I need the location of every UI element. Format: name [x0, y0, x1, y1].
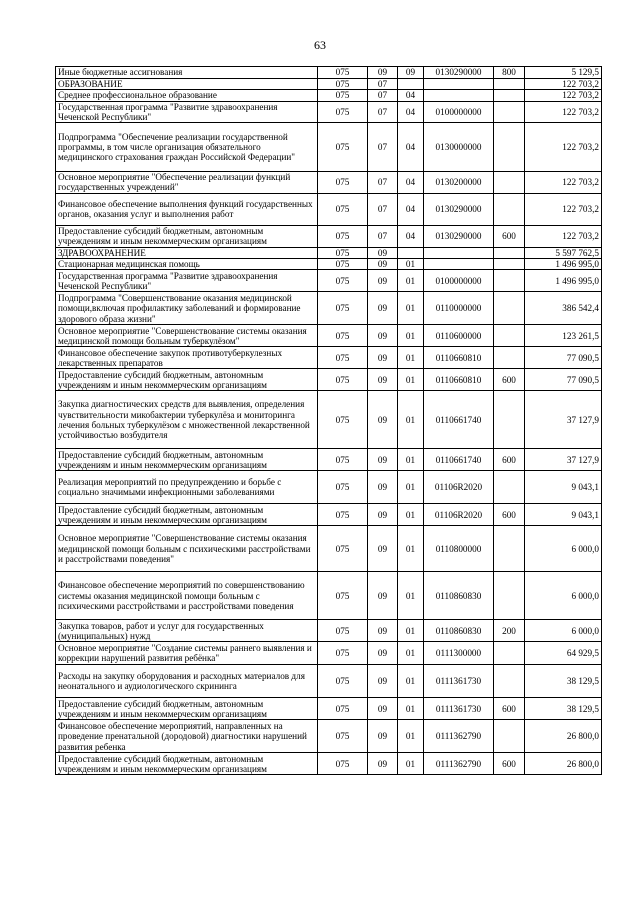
row-name-cell: Предоставление субсидий бюджетным, автономным учреждениям и иным некоммерческим организациям: [56, 225, 318, 247]
row-rz-cell: 09: [368, 698, 398, 720]
row-vr-cell: 600: [494, 504, 525, 526]
row-name-cell: Предоставление субсидий бюджетным, автономным учреждениям и иным некоммерческим организациям: [56, 449, 318, 471]
row-pr-cell: 01: [398, 620, 424, 642]
row-pr-cell: 04: [398, 225, 424, 247]
row-rz-cell: 09: [368, 620, 398, 642]
row-rz-cell: 09: [368, 471, 398, 504]
budget-table-body: [56, 67, 602, 775]
row-vr-cell: [494, 90, 525, 101]
row-csr-cell: 0130290000: [424, 193, 494, 225]
row-pr-cell: 01: [398, 642, 424, 665]
row-vr-cell: [494, 325, 525, 347]
row-csr-cell: 0100000000: [424, 270, 494, 292]
row-rz-cell: 09: [368, 259, 398, 270]
row-name-cell: Финансовое обеспечение выполнения функций государственных органов, оказания услуг и выполнения работ: [56, 193, 318, 225]
row-vr-cell: [494, 259, 525, 270]
row-rz-cell: 09: [368, 720, 398, 753]
row-rz-cell: 09: [368, 449, 398, 471]
row-rz-cell: 09: [368, 665, 398, 698]
row-sum-cell: 9 043,1: [525, 471, 602, 504]
row-pr-cell: 01: [398, 526, 424, 572]
row-pr-cell: 01: [398, 698, 424, 720]
row-name-cell: Основное мероприятие "Совершенствование системы оказания медицинской помощи больным с психическими расстройствами и расстройствами поведения": [56, 526, 318, 572]
row-gr-cell: 075: [318, 247, 368, 258]
row-name-cell: Финансовое обеспечение мероприятий по совершенствованию системы оказания медицинской помощи больным с психическими расстройствами и расстройствами поведения: [56, 572, 318, 620]
row-sum-cell: 122 703,2: [525, 123, 602, 172]
row-sum-cell: 122 703,2: [525, 79, 602, 90]
row-csr-cell: 01106R2020: [424, 471, 494, 504]
row-csr-cell: 0130000000: [424, 123, 494, 172]
row-rz-cell: 09: [368, 572, 398, 620]
row-vr-cell: [494, 720, 525, 753]
table-row: [56, 347, 602, 369]
row-vr-cell: [494, 347, 525, 369]
row-gr-cell: 075: [318, 698, 368, 720]
row-vr-cell: [494, 101, 525, 123]
row-sum-cell: 5 597 762,5: [525, 247, 602, 258]
row-rz-cell: 07: [368, 123, 398, 172]
row-sum-cell: 26 800,0: [525, 753, 602, 775]
table-row: [56, 471, 602, 504]
row-rz-cell: 09: [368, 642, 398, 665]
row-gr-cell: 075: [318, 526, 368, 572]
row-sum-cell: 9 043,1: [525, 504, 602, 526]
row-name-cell: Подпрограмма "Обеспечение реализации государственной программы, в том числе организация обязательного медицинского страхования граждан Российской Федерации": [56, 123, 318, 172]
row-rz-cell: 09: [368, 504, 398, 526]
row-pr-cell: 01: [398, 720, 424, 753]
row-rz-cell: 09: [368, 247, 398, 258]
table-row: [56, 720, 602, 753]
row-pr-cell: 01: [398, 449, 424, 471]
row-name-cell: Закупка товаров, работ и услуг для государственных (муниципальных) нужд: [56, 620, 318, 642]
row-sum-cell: 38 129,5: [525, 665, 602, 698]
row-sum-cell: 123 261,5: [525, 325, 602, 347]
table-row: [56, 642, 602, 665]
row-sum-cell: 122 703,2: [525, 90, 602, 101]
row-rz-cell: 09: [368, 391, 398, 449]
table-row: [56, 369, 602, 391]
row-pr-cell: 01: [398, 504, 424, 526]
table-row: [56, 292, 602, 325]
row-csr-cell: 01106R2020: [424, 504, 494, 526]
row-sum-cell: 26 800,0: [525, 720, 602, 753]
row-csr-cell: [424, 79, 494, 90]
table-row: [56, 259, 602, 270]
row-name-cell: Предоставление субсидий бюджетным, автономным учреждениям и иным некоммерческим организациям: [56, 504, 318, 526]
row-gr-cell: 075: [318, 753, 368, 775]
row-rz-cell: 09: [368, 292, 398, 325]
table-row: [56, 698, 602, 720]
row-vr-cell: [494, 526, 525, 572]
row-rz-cell: 07: [368, 225, 398, 247]
table-row: [56, 572, 602, 620]
table-row: [56, 449, 602, 471]
row-csr-cell: 0110661740: [424, 449, 494, 471]
page-number: 63: [314, 38, 326, 52]
row-gr-cell: 075: [318, 720, 368, 753]
row-vr-cell: 600: [494, 753, 525, 775]
row-pr-cell: [398, 247, 424, 258]
row-sum-cell: 6 000,0: [525, 526, 602, 572]
table-row: [56, 665, 602, 698]
row-csr-cell: 0130200000: [424, 172, 494, 194]
row-gr-cell: 075: [318, 225, 368, 247]
table-row: [56, 753, 602, 775]
row-name-cell: Предоставление субсидий бюджетным, автономным учреждениям и иным некоммерческим организациям: [56, 369, 318, 391]
row-name-cell: Основное мероприятие "Создание системы раннего выявления и коррекции нарушений развития ребёнка": [56, 642, 318, 665]
row-gr-cell: 075: [318, 292, 368, 325]
row-sum-cell: 38 129,5: [525, 698, 602, 720]
row-name-cell: ЗДРАВООХРАНЕНИЕ: [56, 247, 318, 258]
row-vr-cell: 600: [494, 698, 525, 720]
row-rz-cell: 09: [368, 347, 398, 369]
row-csr-cell: 0110660810: [424, 369, 494, 391]
row-gr-cell: 075: [318, 504, 368, 526]
table-row: [56, 325, 602, 347]
row-name-cell: Финансовое обеспечение мероприятий, направленных на проведение пренатальной (дородовой) диагностики нарушений развития ребенка: [56, 720, 318, 753]
row-csr-cell: 0110860830: [424, 620, 494, 642]
table-row: [56, 526, 602, 572]
row-rz-cell: 07: [368, 172, 398, 194]
row-rz-cell: 07: [368, 193, 398, 225]
budget-table: [55, 66, 602, 775]
row-csr-cell: 0110660810: [424, 347, 494, 369]
row-csr-cell: 0111361730: [424, 665, 494, 698]
row-csr-cell: 0110600000: [424, 325, 494, 347]
row-csr-cell: [424, 247, 494, 258]
row-sum-cell: 122 703,2: [525, 101, 602, 123]
row-pr-cell: [398, 79, 424, 90]
row-pr-cell: 01: [398, 347, 424, 369]
row-gr-cell: 075: [318, 572, 368, 620]
row-vr-cell: [494, 642, 525, 665]
row-sum-cell: 6 000,0: [525, 572, 602, 620]
row-gr-cell: 075: [318, 325, 368, 347]
table-row: [56, 79, 602, 90]
row-csr-cell: 0110800000: [424, 526, 494, 572]
row-gr-cell: 075: [318, 471, 368, 504]
row-gr-cell: 075: [318, 369, 368, 391]
row-sum-cell: 37 127,9: [525, 391, 602, 449]
table-row: [56, 193, 602, 225]
row-vr-cell: [494, 572, 525, 620]
row-sum-cell: 5 129,5: [525, 67, 602, 79]
row-name-cell: Подпрограмма "Совершенствование оказания медицинской помощи,включая профилактику заболеваний и формирование здорового образа жизни": [56, 292, 318, 325]
row-csr-cell: [424, 259, 494, 270]
row-csr-cell: 0111361730: [424, 698, 494, 720]
row-pr-cell: 01: [398, 665, 424, 698]
row-name-cell: Стационарная медицинская помощь: [56, 259, 318, 270]
row-csr-cell: 0110860830: [424, 572, 494, 620]
row-pr-cell: 01: [398, 259, 424, 270]
row-pr-cell: 01: [398, 471, 424, 504]
row-vr-cell: 600: [494, 225, 525, 247]
row-sum-cell: 77 090,5: [525, 369, 602, 391]
row-sum-cell: 1 496 995,0: [525, 259, 602, 270]
row-gr-cell: 075: [318, 449, 368, 471]
row-gr-cell: 075: [318, 259, 368, 270]
row-csr-cell: [424, 90, 494, 101]
row-name-cell: Закупка диагностических средств для выявления, определения чувствительности микобактерии туберкулёза и мониторинга лечения больных туберкулёзом с множественной лекарственной устойчивостью возбудителя: [56, 391, 318, 449]
row-name-cell: Реализация мероприятий по предупреждению и борьбе с социально значимыми инфекционными заболеваниями: [56, 471, 318, 504]
row-csr-cell: 0111362790: [424, 720, 494, 753]
row-name-cell: Основное мероприятие "Совершенствование системы оказания медицинской помощи больным туберкулёзом": [56, 325, 318, 347]
table-row: [56, 620, 602, 642]
row-name-cell: Государственная программа "Развитие здравоохранения Чеченской Республики": [56, 270, 318, 292]
row-gr-cell: 075: [318, 270, 368, 292]
row-rz-cell: 07: [368, 79, 398, 90]
row-sum-cell: 6 000,0: [525, 620, 602, 642]
row-csr-cell: 0111300000: [424, 642, 494, 665]
row-pr-cell: 04: [398, 193, 424, 225]
row-gr-cell: 075: [318, 347, 368, 369]
table-row: [56, 225, 602, 247]
row-name-cell: Иные бюджетные ассигнования: [56, 67, 318, 79]
row-vr-cell: [494, 247, 525, 258]
row-vr-cell: 600: [494, 369, 525, 391]
row-rz-cell: 09: [368, 325, 398, 347]
row-vr-cell: 600: [494, 449, 525, 471]
row-rz-cell: 09: [368, 526, 398, 572]
row-name-cell: Предоставление субсидий бюджетным, автономным учреждениям и иным некоммерческим организациям: [56, 698, 318, 720]
row-sum-cell: 386 542,4: [525, 292, 602, 325]
row-pr-cell: 04: [398, 101, 424, 123]
row-pr-cell: 01: [398, 325, 424, 347]
table-row: [56, 504, 602, 526]
row-rz-cell: 09: [368, 67, 398, 79]
row-pr-cell: 01: [398, 292, 424, 325]
row-sum-cell: 122 703,2: [525, 225, 602, 247]
row-gr-cell: 075: [318, 101, 368, 123]
row-sum-cell: 1 496 995,0: [525, 270, 602, 292]
row-csr-cell: 0111362790: [424, 753, 494, 775]
row-csr-cell: 0130290000: [424, 225, 494, 247]
row-gr-cell: 075: [318, 391, 368, 449]
row-gr-cell: 075: [318, 665, 368, 698]
row-rz-cell: 07: [368, 90, 398, 101]
row-vr-cell: [494, 79, 525, 90]
row-name-cell: Финансовое обеспечение закупок противотуберкулезных лекарственных препаратов: [56, 347, 318, 369]
row-pr-cell: 04: [398, 172, 424, 194]
row-rz-cell: 09: [368, 270, 398, 292]
row-pr-cell: 09: [398, 67, 424, 79]
row-vr-cell: [494, 123, 525, 172]
row-sum-cell: 122 703,2: [525, 193, 602, 225]
table-row: [56, 123, 602, 172]
row-pr-cell: 01: [398, 369, 424, 391]
table-row: [56, 101, 602, 123]
row-sum-cell: 64 929,5: [525, 642, 602, 665]
row-pr-cell: 01: [398, 572, 424, 620]
row-gr-cell: 075: [318, 642, 368, 665]
table-row: [56, 391, 602, 449]
row-sum-cell: 37 127,9: [525, 449, 602, 471]
row-name-cell: Расходы на закупку оборудования и расходных материалов для неонатального и аудиологического скрининга: [56, 665, 318, 698]
row-rz-cell: 09: [368, 753, 398, 775]
table-row: [56, 172, 602, 194]
row-sum-cell: 77 090,5: [525, 347, 602, 369]
row-csr-cell: 0110661740: [424, 391, 494, 449]
row-vr-cell: [494, 172, 525, 194]
row-name-cell: Среднее профессиональное образование: [56, 90, 318, 101]
row-sum-cell: 122 703,2: [525, 172, 602, 194]
row-gr-cell: 075: [318, 67, 368, 79]
row-pr-cell: 01: [398, 270, 424, 292]
table-row: [56, 67, 602, 79]
row-csr-cell: 0110000000: [424, 292, 494, 325]
row-vr-cell: [494, 391, 525, 449]
row-name-cell: Основное мероприятие "Обеспечение реализации функций государственных учреждений": [56, 172, 318, 194]
row-vr-cell: [494, 471, 525, 504]
row-vr-cell: 200: [494, 620, 525, 642]
table-row: [56, 90, 602, 101]
row-vr-cell: [494, 270, 525, 292]
row-gr-cell: 075: [318, 79, 368, 90]
row-csr-cell: 0100000000: [424, 101, 494, 123]
table-row: [56, 247, 602, 258]
row-name-cell: Государственная программа "Развитие здравоохранения Чеченской Республики": [56, 101, 318, 123]
row-gr-cell: 075: [318, 90, 368, 101]
row-gr-cell: 075: [318, 193, 368, 225]
row-gr-cell: 075: [318, 620, 368, 642]
row-rz-cell: 09: [368, 369, 398, 391]
row-vr-cell: [494, 665, 525, 698]
row-vr-cell: 800: [494, 67, 525, 79]
row-pr-cell: 04: [398, 123, 424, 172]
row-name-cell: ОБРАЗОВАНИЕ: [56, 79, 318, 90]
row-name-cell: Предоставление субсидий бюджетным, автономным учреждениям и иным некоммерческим организациям: [56, 753, 318, 775]
row-pr-cell: 01: [398, 753, 424, 775]
row-csr-cell: 0130290000: [424, 67, 494, 79]
row-gr-cell: 075: [318, 172, 368, 194]
row-vr-cell: [494, 292, 525, 325]
table-row: [56, 270, 602, 292]
row-pr-cell: 01: [398, 391, 424, 449]
row-pr-cell: 04: [398, 90, 424, 101]
row-vr-cell: [494, 193, 525, 225]
row-gr-cell: 075: [318, 123, 368, 172]
row-rz-cell: 07: [368, 101, 398, 123]
